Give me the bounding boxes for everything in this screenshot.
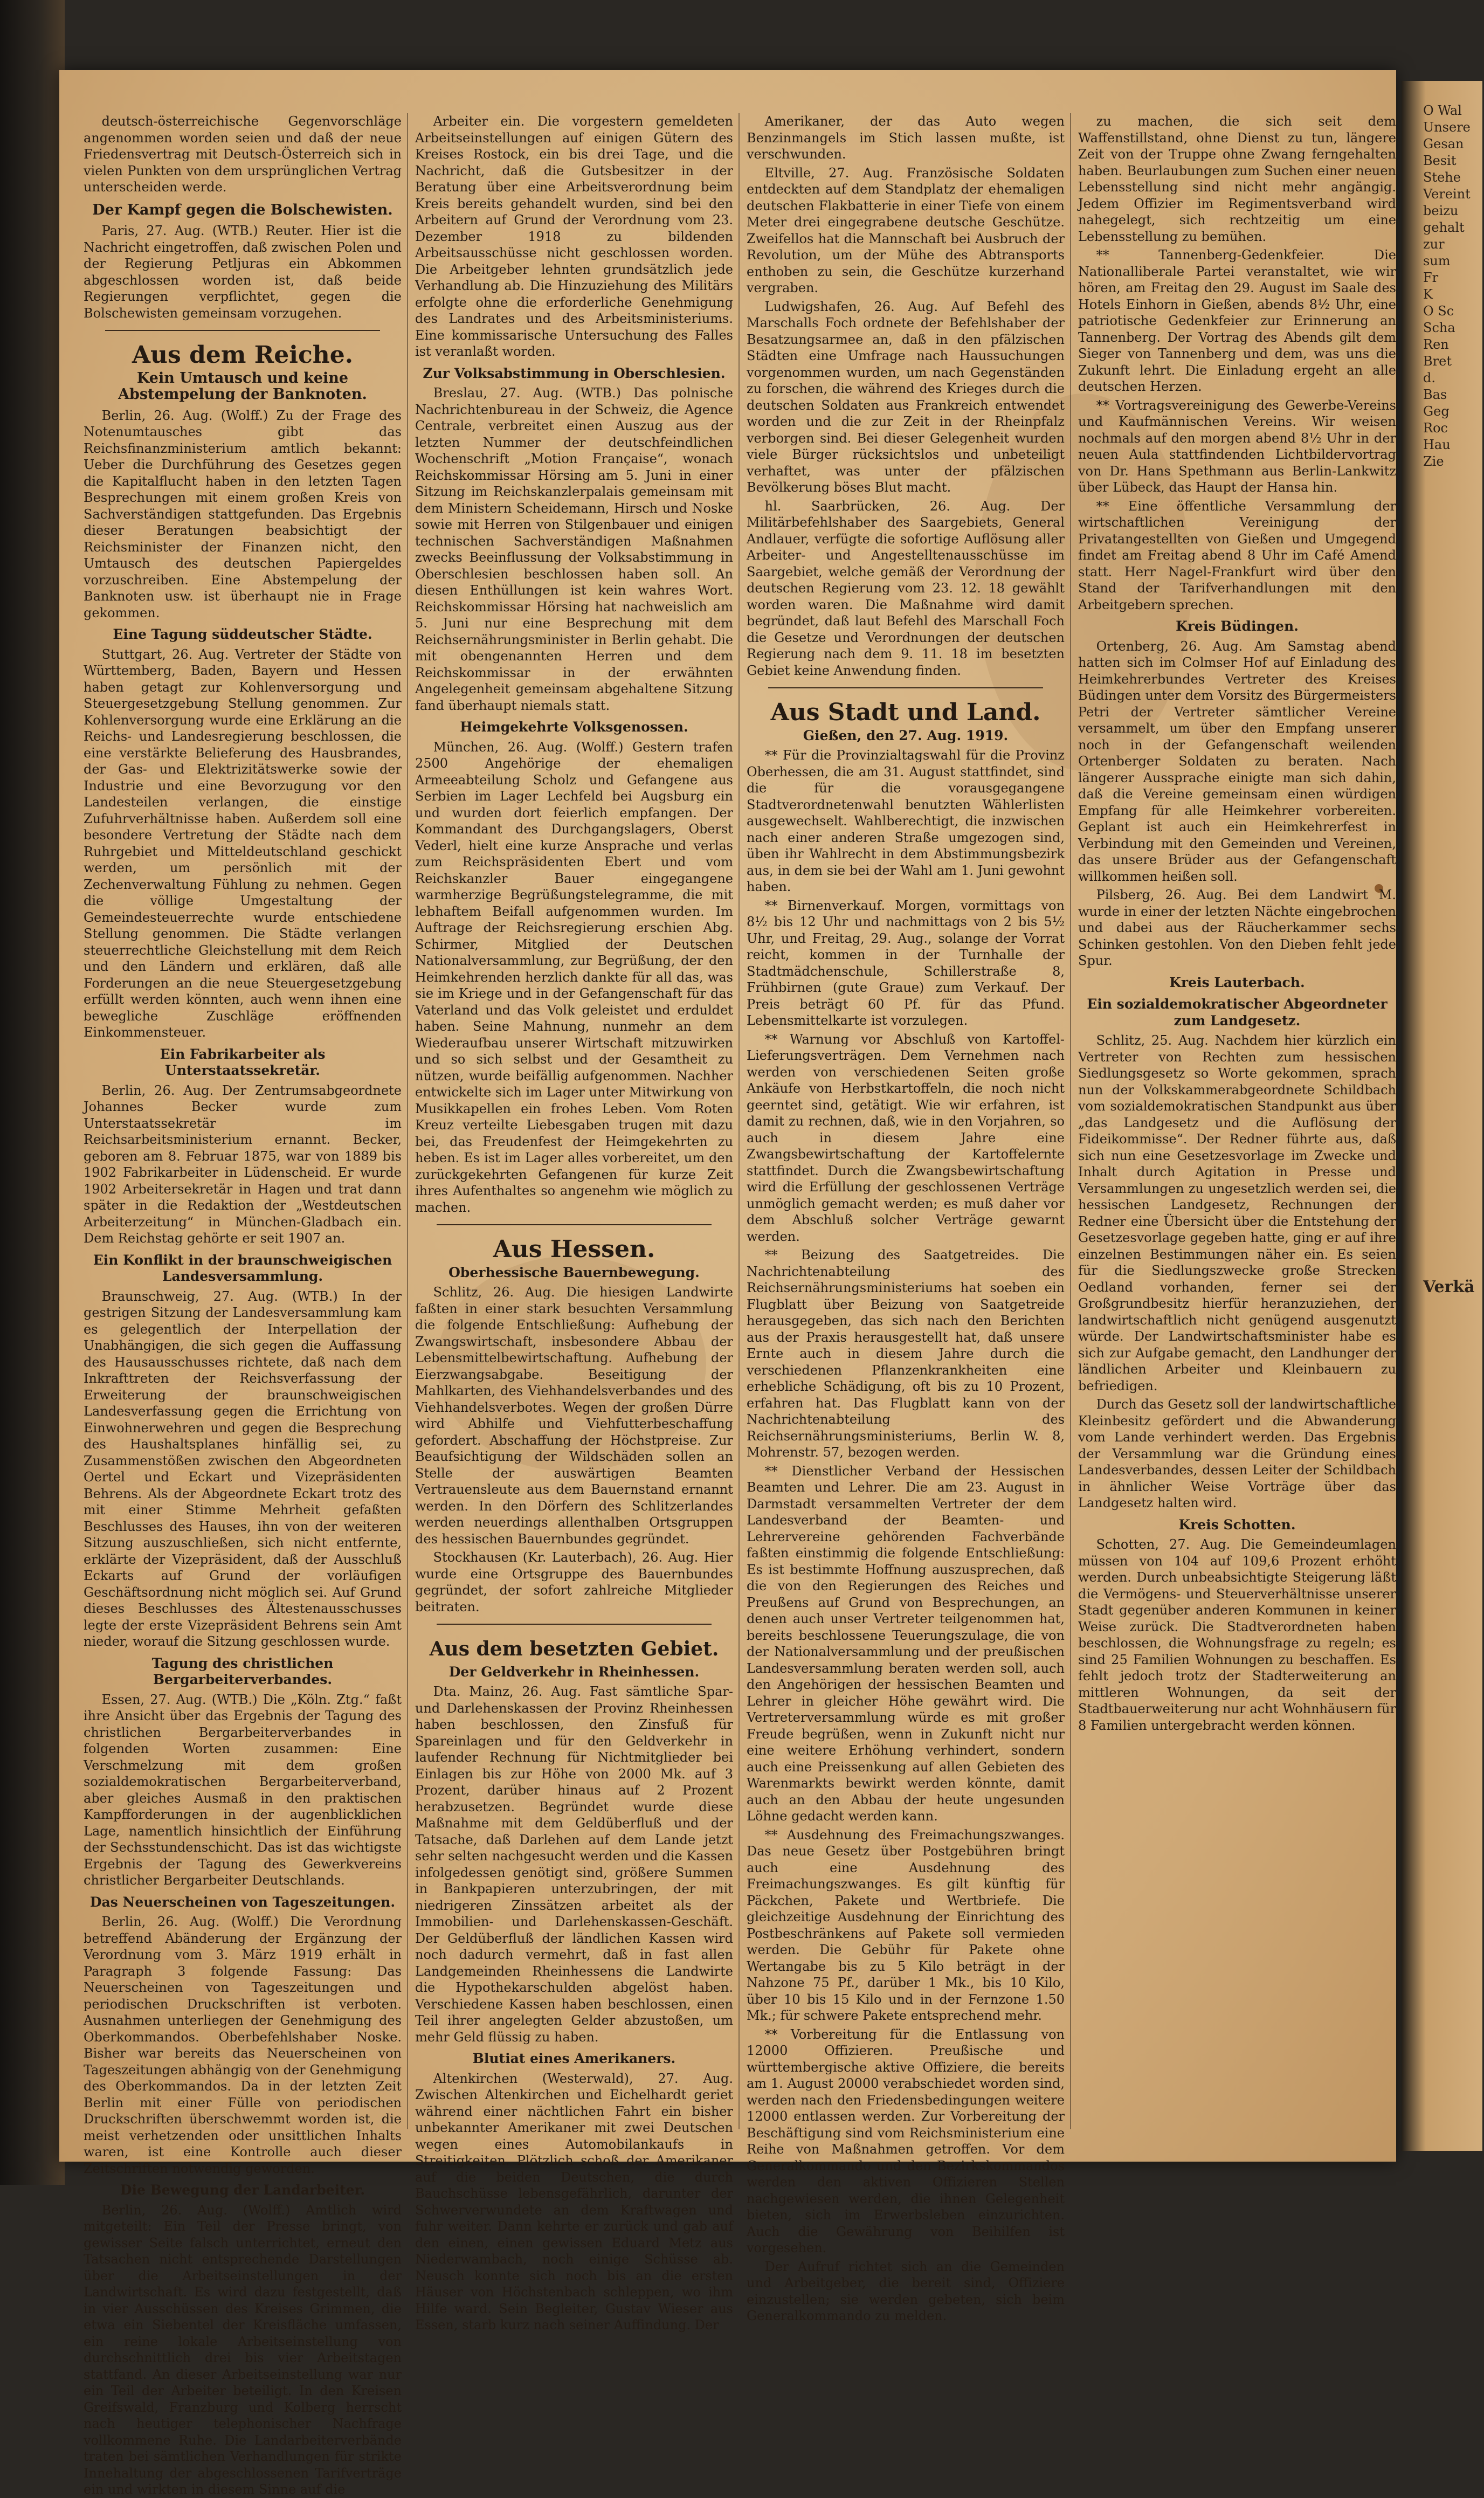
- article-text: Ludwigshafen, 26. Aug. Auf Befehl des Marschalls Foch ordnete der Befehlshaber der Besatzungsarmee an, daß in den pfälzischen Städten eine Umfrage nach Haussuchungen vorgenommen wurden, um nach Gegenständen zu forschen, die während des Krieges durch die deutschen Soldaten aus Frankreich entwendet worden und die zur Zeit in der Rheinpfalz verborgen sind. Bei dieser Gelegenheit wurden viele Bürger rücksichtslos und unbeteiligt verhaftet, was unter der pfälzischen Bevölkerung böses Blut macht.: [747, 299, 1065, 495]
- article-text: Altenkirchen (Westerwald), 27. Aug. Zwischen Altenkirchen und Eichelhardt geriet während einer nächtlichen Fahrt ein bisher unbekannter Amerikaner mit zwei Deutschen wegen eines Automobilankaufs in Streitigkeiten. Plötzlich schoß der Amerikaner auf die beiden Deutschen, die durch Bauchschüsse lebensgefährlich, darunter der Schwerverwundete an dem Kraftwagen und fuhr weiter. Dann kehrte er zurück und gab auf den einen, einen gewissen Eduard Metz aus Niederwambach, noch einige Schüsse ab. Neusch konnte sich noch bis an die ersten Häuser von Höchstenbach schleppen, wo ihm Hilfe ward. Sein Begleiter, Gustav Wieser aus Essen, starb kurz nach seiner Auffindung. Der: [415, 2071, 733, 2333]
- article-text: München, 26. Aug. (Wolff.) Gestern trafen 2500 Angehörige der ehemaligen Armeeabteilung Scholz und Gefangene aus Serbien im Lager Lechfeld bei Augsburg ein und wurden dort feierlich empfangen. Der Kommandant des Durchgangslagers, Oberst Vederl, hielt eine kurze Ansprache und verlas zum Reichspräsidenten Ebert und vom Reichskanzler Bauer eingegangene warmherzige Begrüßungstelegramme, die mit lebhaftem Beifall aufgenommen wurden. Im Auftrage der Reichsregierung erschien Abg. Schirmer, Mitglied der Deutschen Nationalversammlung, zur Begrüßung, der den Heimkehrenden herzlich dankte für all das, was sie im Kriege und in der Gefangenschaft für das Vaterland und das Volk geleistet und erduldet haben. Seine Mahnung, nunmehr an dem Wiederaufbau unserer Wirtschaft mitzuwirken und so sich selbst und der Gesamtheit zu nützen, wurde beifällig aufgenommen. Nachher entwickelte sich im Lager unter Mitwirkung von Musikkapellen ein frohes Leben. Vom Roten Kreuz verteilte Liebesgaben trugen mit dazu bei, das Freudenfest der Heimgekehrten zu heben. Es ist im Lager alles vorbereitet, um den zurückgekehrten Gefangenen für kurze Zeit ihres Aufenthaltes so angenehm wie möglich zu machen.: [415, 739, 733, 1215]
- article-text: Ortenberg, 26. Aug. Am Samstag abend hatten sich im Colmser Hof auf Einladung des Heimkehrerbundes Vertreter des Kreises Büdingen unter dem Vorsitz des Bürgermeisters Petri der Vertreter sämtlicher Vereine versammelt, um über den Empfang unserer noch in der Gefangenschaft weilenden Ortenberger Soldaten zu beraten. Nach längerer Aussprache einigte man sich dahin, daß die Vereine gemeinsam einen würdigen Empfang für alle Heimkehrer vorbereiten. Geplant ist auch ein Heimkehrerfest in Verbindung mit den Gemeinden und Vereinen, das unsere Brüder aus der Gefangenschaft willkommen heißen soll.: [1078, 638, 1396, 884]
- headline: Der Geldverkehr in Rheinhessen.: [448, 1664, 700, 1680]
- headline: Kreis Schotten.: [1178, 1516, 1296, 1533]
- headline: Kreis Büdingen.: [1176, 618, 1299, 634]
- article-text: Paris, 27. Aug. (WTB.) Reuter. Hier ist die Nachricht eingetroffen, daß zwischen Polen und der Regierung Petljuras ein Abkommen abgeschlossen worden ist, daß beide Regierungen verpflichtet, gegen die Bolschewisten gemeinsam vorzugehen.: [84, 223, 402, 321]
- column-3: [747, 113, 1065, 2323]
- article-text: Schlitz, 26. Aug. Die hiesigen Landwirte faßten in einer stark besuchten Versammlung die folgende Entschließung: Aufhebung der Zwangswirtschaft, insbesondere Abbau der Lebensmittelbewirtschaftung. Aufhebung der Eierzwangsabgabe. Beseitigung der Mahlkarten, des Viehhandelsverbandes und des Viehhandelsverbotes. Wegen der großen Dürre wird Abhilfe und Viehfutterbeschaffung gefordert. Abschaffung der Höchstpreise. Zur Beaufsichtigung der Wildschäden sollen an Stelle der auswärtigen Beamten Vertrauensleute aus dem Bauernstand ernannt werden. In den Dörfern des Schlitzerlandes werden neuerdings allenthalben Ortsgruppen des hessischen Bauernbundes gegründet.: [415, 1285, 733, 1547]
- article-text: Amerikaner, der das Auto wegen Benzinmangels im Stich lassen mußte, ist verschwunden.: [747, 114, 1065, 162]
- article-text: Essen, 27. Aug. (WTB.) Die „Köln. Ztg.“ faßt ihre Ansicht über das Ergebnis der Tagung des christlichen Bergarbeiterverbandes in folgenden Worten zusammen: Eine Verschmelzung mit dem großen sozialdemokratischen Bergarbeiterverband, aber gleiches Ausmaß in den praktischen Kampfforderungen in der augenblicklichen Lage, namentlich hinsichtlich der Einführung der Sechsstundenschicht. Das ist das wichtigste Ergebnis der Tagung des Gewerkvereins christlicher Bergarbeiter Deutschlands.: [84, 1692, 402, 1888]
- article-text: Berlin, 26. Aug. (Wolff.) Zu der Frage des Notenumtausches gibt das Reichsfinanzministerium amtlich bekannt: Ueber die Durchführung des Gesetzes gegen die Kapitalflucht haben in den letzten Tagen Besprechungen mit einem großen Kreis von Sachverständigen stattgefunden. Das Ergebnis dieser Beratungen beabsichtigt der Reichsminister der Finanzen nicht, den Umtausch des deutschen Papiergeldes vorzuschreiben. Eine Abstempelung der Banknoten usw. ist überhaupt nie in Frage gekommen.: [84, 408, 402, 620]
- headline: Ein sozialdemokratischer Abgeordneter zum Landgesetz.: [1087, 996, 1388, 1029]
- headline: Kreis Lauterbach.: [1169, 974, 1305, 990]
- headline: Ein Fabrikarbeiter als Unterstaatssekretär.: [160, 1046, 326, 1078]
- headline: Heimgekehrte Volksgenossen.: [460, 719, 688, 735]
- section-heading: Aus Stadt und Land.: [770, 699, 1041, 726]
- adjacent-page-edge: [1402, 81, 1482, 2151]
- article-text: Der Aufruf richtet sich an die Gemeinden und Arbeitgeber, die bereit sind, Offiziere einzustellen; sie werden gebeten, sich beim Generalkommando zu melden.: [747, 2259, 1065, 2323]
- headline: Tagung des christlichen Bergarbeiterverbandes.: [151, 1655, 334, 1687]
- headline: Ein Konflikt in der braunschweigischen Landesversammlung.: [93, 1252, 392, 1284]
- headline: Der Kampf gegen die Bolschewisten.: [92, 201, 393, 218]
- headline: Kein Umtausch und keine Abstempelung der Banknoten.: [118, 369, 367, 403]
- column-2: [415, 113, 733, 2333]
- section-heading: Aus Hessen.: [493, 1236, 655, 1263]
- article-text: Braunschweig, 27. Aug. (WTB.) In der gestrigen Sitzung der Landesversammlung kam es gelegentlich der Interpellation der Unabhängigen, die sich gegen die Auffassung des Hausausschusses richtete, daß nach dem Inkrafttreten der Reichsverfassung der Erweiterung der braunschweigischen Landesverfassung gegen die Errichtung von Einwohnerwehren und gegen die Besprechung des Haushaltsplanes hinfällig sei, zu Zusammenstößen zwischen den Abgeordneten Oertel und Eckart und Vizepräsidenten Behrens. Als der Abgeordnete Eckart trotz des mit einer Stimme Mehrheit gefaßten Beschlusses des Hauses, ihn von der weiteren Sitzung auszuschließen, sich nicht entfernte, erklärte der Vizepräsident, daß der Ausschluß Eckarts auf Grund der vorläufigen Geschäftsordnung nicht möglich sei. Auf Grund dieses Beschlusses des Ältestenausschusses legte der erste Vizepräsident Behrens sein Amt nieder, worauf die Sitzung geschlossen wurde.: [84, 1288, 402, 1649]
- article-text: ** Vortragsvereinigung des Gewerbe-Vereins und Kaufmännischen Vereins. Wir weisen nochmals auf den morgen abend 8½ Uhr in der neuen Aula stattfindenden Lichtbildervortrag von Dr. Hans Spethmann aus Berlin-Lankwitz über Lübeck, das Haupt der Hansa hin.: [1078, 397, 1396, 495]
- article-text: ** Birnenverkauf. Morgen, vormittags von 8½ bis 12 Uhr und nachmittags von 2 bis 5½ Uhr, und Freitag, 29. Aug., solange der Vorrat reicht, kommen in der Turnhalle der Stadtmädchenschule, Schillerstraße 8, Frühbirnen (gute Graue) zum Verkauf. Der Preis beträgt 60 Pf. für das Pfund. Lebensmittelkarte ist vorzulegen.: [747, 898, 1065, 1028]
- headline: Zur Volksabstimmung in Oberschlesien.: [423, 365, 726, 381]
- headline: Oberhessische Bauernbewegung.: [448, 1264, 700, 1280]
- article-text: Berlin, 26. Aug. (Wolff.) Die Verordnung betreffend Abänderung der Ergänzung der Verordnung vom 3. März 1919 erhält in Paragraph 3 folgende Fassung: Das Neuerscheinen von Tageszeitungen und periodischen Druckschriften ist verboten. Ausnahmen unterliegen der Genehmigung des Oberkommandos. Oberbefehlshaber Noske. Bisher war bereits das Neuerscheinen von Tageszeitungen abhängig von der Genehmigung des Oberkommandos. Da in der letzten Zeit Berlin mit einer Fülle von periodischen Druckschriften überschwemmt worden ist, die meist verhetzenden oder unsittlichen Inhalts waren, ist eine Kontrolle auch dieser Zeitschriften notwendig geworden.: [84, 1914, 402, 2176]
- article-text: Berlin, 26. Aug. (Wolff.) Amtlich wird mitgeteilt: Ein Teil der Presse bringt, von gewisser Seite falsch unterrichtet, erneut den Tatsachen nicht entsprechende Darstellungen über die Arbeitseinstellungen in der Landwirtschaft. Es wird dazu festgestellt, daß in vier Ausschüssen des Kreises Grimmen, die etwa ein Siebentel der Kreisfläche umfassen, ein reine lokale Arbeitseinstellung von durchschnittlich drei bis vier Arbeitstagen stattfand. An dieser Arbeitseinstellung war nur ein Teil der Arbeiter beteiligt. In den Kreisen Greifswald, Franzburg und Kolberg herrscht nach heutiger telephonischer Nachfrage vollkommene Ruhe. Die Landarbeiterverbände traten bei sämtlichen Verhandlungen für strikte Innehaltung der abgeschlossenen Tarifverträge ein und wirkten in diesem Sinne auf die: [84, 2202, 402, 2497]
- newspaper-page: [59, 70, 1396, 2497]
- article-text: hl. Saarbrücken, 26. Aug. Der Militärbefehlshaber des Saargebiets, General Andlauer, verfügte die sofortige Auflösung aller Arbeiter- und Angestelltenausschüsse im Saargebiet, welche gemäß der Verordnung der deutschen Regierung vom 23. 12. 18 gewählt worden waren. Die Maßnahme wird damit begründet, daß laut Befehl des Marschall Foch die Gesetze und Verordnungen der deutschen Regierung nach dem 9. 11. 18 im besetzten Gebiet keine Anwendung finden.: [747, 498, 1065, 678]
- article-text: Stockhausen (Kr. Lauterbach), 26. Aug. Hier wurde eine Ortsgruppe des Bauernbundes gegründet, der sofort zahlreiche Mitglieder beitraten.: [415, 1550, 733, 1614]
- column-4: [1078, 113, 1396, 2129]
- article-text: ** Für die Provinzialtagswahl für die Provinz Oberhessen, die am 31. August stattfindet, sind die für die vorausgegangene Stadtverordnetenwahl benutzten Wählerlisten ausgewechselt. Wahlberechtigt, die inzwischen nach einer anderen Straße umgezogen sind, üben ihr Wahlrecht in dem Abstimmungsbezirk aus, in dem sie bei der Wahl am 1. Juni gewohnt haben.: [747, 748, 1065, 894]
- article-text: Schlitz, 25. Aug. Nachdem hier kürzlich ein Vertreter von Rechten zum hessischen Siedlungsgesetz so Worte gekommen, sprach nun der Volkskammerabgeordnete Schildbach vom sozialdemokratischen Standpunkt aus über „das Landgesetz und die Auflösung der Fideikommisse“. Der Redner führte aus, daß sich nun eine Gesetzesvorlage im Zwecke und Inhalt durch Agitation in Presse und Versammlungen zu ungesetzlich werden sei, die hessischen Landgesetz, Rechnungen der Redner eine Übersicht über die Entstehung der Gesetzesvorlage gegeben hatte, ging er auf ihre einzelnen Bestimmungen näher ein. Es seien für die Siedlungszwecke große Strecken Oedland vorhanden, ferner sei der Großgrundbesitz hierfür heranzuziehen, der landwirtschaftlich nicht genügend ausgenutzt würde. Der Landwirtschaftsminister habe es sich zur Aufgabe gemacht, den Landhunger der ländlichen Arbeiter und Kleinbauern zu befriedigen.: [1078, 1033, 1396, 1393]
- section-heading: Aus dem Reiche.: [132, 341, 354, 369]
- article-text: Pilsberg, 26. Aug. Bei dem Landwirt M. wurde in einer der letzten Nächte eingebrochen und dabei aus der Räucherkammer sechs Schinken gestohlen. Von den Dieben fehlt jede Spur.: [1078, 887, 1396, 968]
- book-binding: [0, 0, 65, 2185]
- article-text: ** Vorbereitung für die Entlassung von 12000 Offizieren. Preußische und württembergische aktive Offiziere, die bereits am 1. August 20000 verabschiedet worden sind, werden nach den Friedensbedingungen weitere 12000 entlassen werden. Zur Vorbereitung der Beschäftigung sind vom Reichsministerium eine Reihe von Maßnahmen getroffen. Vor dem Generalkommando und den Bezirkskommandos werden den aktiven Offizieren Stellen nachgewiesen werden, die ihnen Gelegenheit bieten, sich im Erwerbsleben einzurichten. Auch die Gewährung von Beihilfen ist vorgesehen.: [747, 2026, 1065, 2255]
- article-text: ** Ausdehnung des Freimachungszwanges. Das neue Gesetz über Postgebühren bringt auch eine Ausdehnung des Freimachungszwanges. Es gilt künftig für Päckchen, Pakete und Wertbriefe. Die gleichzeitige Ausdehnung der Einrichtung des Postbeschränkens auf Pakete soll vermieden werden. Die Gebühr für Pakete ohne Wertangabe bis zu 5 Kilo beträgt in der Nahzone 75 Pf., darüber 1 Mk., bis 10 Kilo, über 10 bis 15 Kilo und in der Fernzone 1.50 Mk.; für schwere Pakete entsprechend mehr.: [747, 1827, 1065, 2023]
- article-text: Arbeiter ein. Die vorgestern gemeldeten Arbeitseinstellungen auf einigen Gütern des Kreises Rostock, ein bis drei Tage, und die Nachricht, daß die Gutsbesitzer in der Beratung über eine Arbeitsverordnung beim Kreis bereits gehandelt wurden, sind bei den Arbeitern auf Grund der Verordnung vom 23. Dezember 1918 zu bildenden Arbeitsausschüsse nicht geschlossen worden. Die Arbeitgeber lehnten grundsätzlich jede Verhandlung ab. Die Hinzuziehung des Militärs erfolgte ohne die erforderliche Genehmigung des Landrates und des Arbeitsministeriums. Eine kommissarische Untersuchung des Falles ist veranlaßt worden.: [415, 114, 733, 359]
- article-text: ** Warnung vor Abschluß von Kartoffel-Lieferungsverträgen. Dem Vernehmen nach werden von verschiedenen Seiten große Ankäufe von Herbstkartoffeln, die noch nicht geerntet sind, getätigt. Wie wir erfahren, ist damit zu rechnen, daß, wie in den Vorjahren, so auch in diesem Jahre eine Zwangsbewirtschaftung der Kartoffelernte stattfindet. Durch die Zwangsbewirtschaftung wird die Erfüllung der geschlossenen Verträge unmöglich gemacht werden; es muß daher vor dem Abschluß solcher Verträge gewarnt werden.: [747, 1031, 1065, 1244]
- article-text: Eltville, 27. Aug. Französische Soldaten entdeckten auf dem Standplatz der ehemaligen deutschen Flakbatterie in einer Tiefe von einem Meter drei eingegrabene deutsche Geschütze. Zweifellos hat die Mannschaft bei Ausbruch der Revolution, um der Mühe des Abtransports enthoben zu sein, die Geschütze kurzerhand vergraben.: [747, 165, 1065, 295]
- article-text: ** Dienstlicher Verband der Hessischen Beamten und Lehrer. Die am 23. August in Darmstadt versammelten Vertreter der dem Landesverband der Beamten- und Lehrervereine gehörenden Fachverbände faßten einstimmig die folgende Entschließung: Es ist bestimmte Hoffnung auszusprechen, daß die von den Regierungen des Reiches und Preußens auf Grund von Besprechungen, an denen auch unser Vertreter teilgenommen hat, bereits beschlossene Teuerungszulage, die von der Nationalversammlung und der preußischen Landesversammlung beraten werden soll, auch den Angehörigen der hessischen Beamten und Lehrer in gleicher Höhe gewährt wird. Die Vertreterversammlung würde es mit großer Freude begrüßen, wenn in Zukunft nicht nur eine weitere Erhöhung verhindert, sondern auch eine Preissenkung auf allen Gebieten des Warenmarkts bewirkt werden könnte, damit auch an den Abbau der heute ungesunden Löhne gedacht werden kann.: [747, 1463, 1065, 1824]
- dateline: Gießen, den 27. Aug. 1919.: [803, 727, 1009, 743]
- article-text: zu machen, die sich seit dem Waffenstillstand, ohne Dienst zu tun, längere Zeit von der Truppe ohne Zwang ferngehalten haben. Beurlaubungen zum Suchen einer neuen Lebensstellung sind nicht mehr angängig. Jedem Offizier im Regimentsverband wird nahegelegt, sich rechtzeitig um eine Lebensstellung zu bemühen.: [1078, 114, 1396, 244]
- headline: Eine Tagung süddeutscher Städte.: [113, 626, 372, 642]
- article-text: Berlin, 26. Aug. Der Zentrumsabgeordnete Johannes Becker wurde zum Unterstaatssekretär im Reichsarbeitsministerium ernannt. Becker, geboren am 8. Februar 1875, war von 1889 bis 1902 Fabrikarbeiter in Lüdenscheid. Er wurde 1902 Arbeitersekretär in Hagen und trat dann später in die Redaktion der „Westdeutschen Arbeiterzeitung“ in München-Gladbach ein. Dem Reichstag gehörte er seit 1907 an.: [84, 1082, 402, 1246]
- section-heading: Aus dem besetzten Gebiet.: [429, 1638, 719, 1660]
- article-text: Breslau, 27. Aug. (WTB.) Das polnische Nachrichtenbureau in der Schweiz, die Agence Centrale, verbreitet einen Auszug aus der letzten Nummer der deutschfeindlichen Wochenschrift „Motion Française“, wonach Reichskommissar Hörsing am 5. Juni in einer Sitzung im Reichskanzlerpalais gemeinsam mit dem Ministern Scheidemann, Hirsch und Noske sowie mit Herren von Stilgenbauer und einigen technischen Sachverständigen Maßnahmen zwecks Beeinflussung der Volksabstimmung in Oberschlesien beschlossen haben soll. An diesen Enthüllungen ist kein wahres Wort. Reichskommissar Hörsing hat nachweislich am 5. Juni nur eine Besprechung mit dem Reichsernährungsminister in Berlin gehabt. Die mit obengenannten Herren und dem Reichskommissar in der erwähnten Angelegenheit gemeinsam abgehaltene Sitzung fand überhaupt niemals statt.: [415, 385, 733, 713]
- adjacent-page-text: O Wal Unsere Gesan Besit Stehe Vereint beizu gehalt zur sum Fr K O Sc Scha Ren Bret d. Bas Geg Roc Hau Zie Verkä: [1423, 103, 1475, 1296]
- column-1: [84, 113, 402, 2497]
- headline: Blutiat eines Amerikaners.: [472, 2051, 676, 2066]
- article-text: Schotten, 27. Aug. Die Gemeindeumlagen müssen von 104 auf 109,6 Prozent erhöht werden. Durch unbeabsichtigte Steigerung läßt die Vermögens- und Steuerverhältnisse unserer Stadt gegenüber anderen Kommunen in keiner Weise zurück. Die Stadtverordneten haben beschlossen, die Wohnungsfrage zu regeln; es sind 25 Familien Wohnungen zu beschaffen. Es fehlt jedoch trotz der Stadterweiterung an mittleren Wohnungen, da seit der Stadtbauerweiterung nur acht Wohnhäusern für 8 Familien untergebracht werden können.: [1078, 1537, 1396, 1733]
- article-text: Dta. Mainz, 26. Aug. Fast sämtliche Spar- und Darlehenskassen der Provinz Rheinhessen haben beschlossen, den Zinsfuß für Spareinlagen und für den Geldverkehr in laufender Rechnung für Nichtmitglieder bei Einlagen bis zur Höhe von 2000 Mk. auf 3 Prozent, darüber hinaus auf 2 Prozent herabzusetzen. Begründet wurde diese Maßnahme mit dem Geldüberfluß und der Tatsache, daß Darlehen auf dem Lande jetzt sehr selten nachgesucht werden und die Kassen infolgedessen genötigt sind, größere Summen in Bankpapieren unterzubringen, der mit niedrigeren Zinssätzen arbeitet als der Immobilien- und Darlehenskassen-Geschäft. Der Geldüberfluß der ländlichen Kassen wird noch dadurch vermehrt, daß in fast allen Landgemeinden Rheinhessens die Landwirte die Hypothekarschulden abgelöst haben. Verschiedene Kassen haben beschlossen, einen Teil ihrer angelegten Gelder abzustoßen, um mehr Geld flüssig zu haben.: [415, 1684, 733, 2045]
- article-text: ** Beizung des Saatgetreides. Die Nachrichtenabteilung des Reichsernährungsministeriums hat soeben ein Flugblatt über Beizung von Saatgetreide herausgegeben, das sich nach den Berichten aus der Praxis herausgestellt hat, daß unsere Ernte auch in diesem Jahre durch die verschiedenen Pflanzenkrankheiten eine erhebliche Schädigung, oft bis zu 10 Prozent, erfahren hat. Das Flugblatt kann von der Nachrichtenabteilung des Reichsernährungsministeriums, Berlin W. 8, Mohrenstr. 57, bezogen werden.: [747, 1247, 1065, 1460]
- article-text: deutsch-österreichische Gegenvorschläge angenommen worden seien und daß der neue Friedensvertrag mit Deutsch-Österreich sich in vielen Punkten von dem ursprünglichen Vertrag unterscheiden werde.: [84, 114, 402, 195]
- article-text: ** Tannenberg-Gedenkfeier. Die Nationalliberale Partei veranstaltet, wie wir hören, am Freitag den 29. August im Saale des Hotels Einhorn in Gießen, abends 8½ Uhr, eine patriotische Gedenkfeier zur Erinnerung an Tannenberg. Der Vortrag des Abends gilt dem Sieger von Tannenberg und dem, was uns die Zukunft lehrt. Die Einladung ergeht an alle deutschen Herzen.: [1078, 247, 1396, 394]
- headline: Das Neuerscheinen von Tageszeitungen.: [89, 1894, 396, 1910]
- headline: Die Bewegung der Landarbeiter.: [120, 2182, 365, 2198]
- article-text: Stuttgart, 26. Aug. Vertreter der Städte von Württemberg, Baden, Bayern und Hessen haben getagt zur Kohlenversorgung und Steuergesetzgebung Stellung genommen. Zur Kohlenversorgung wurde eine Erklärung an die Reichs- und Landesregierung beschlossen, die eine verstärkte Belieferung des Hausbrandes, der Gas- und Elektrizitätswerke sowie der Industrie und eine Bevorzugung vor den Landesteilen verlangen, die einstige Zufuhrverhältnisse haben. Außerdem soll eine besondere Vertretung der Städte nach dem Ruhrgebiet und Mitteldeutschland geschickt werden, um persönlich mit der Zechenverwaltung Fühlung zu nehmen. Gegen die völlige Umgestaltung der Gemeindesteuerrechte wurde entschiedene Stellung genommen. Die Städte verlangen steuerrechtliche Gleichstellung mit dem Reich und den Ländern und erklären, daß alle Forderungen an die neue Steuergesetzgebung erfüllt werden könnten, auch wenn ihnen eine bewegliche Zuschläge eröffnenden Einkommensteuer.: [84, 646, 402, 1040]
- article-text: ** Eine öffentliche Versammlung der wirtschaftlichen Vereinigung der Privatangestellten von Gießen und Umgegend findet am Freitag abend 8 Uhr im Café Amend statt. Herr Nagel-Frankfurt wird über den Stand der Tarifverhandlungen mit den Arbeitgebern sprechen.: [1078, 498, 1396, 612]
- article-text: Durch das Gesetz soll der landwirtschaftliche Kleinbesitz gefördert und die Abwanderung vom Lande verhindert werden. Das Ergebnis der Versammlung war die Gründung eines Landesverbandes, dessen Leiter der Schildbach in ähnlicher Weise Vorträge über das Landgesetz halten wird.: [1078, 1397, 1396, 1510]
